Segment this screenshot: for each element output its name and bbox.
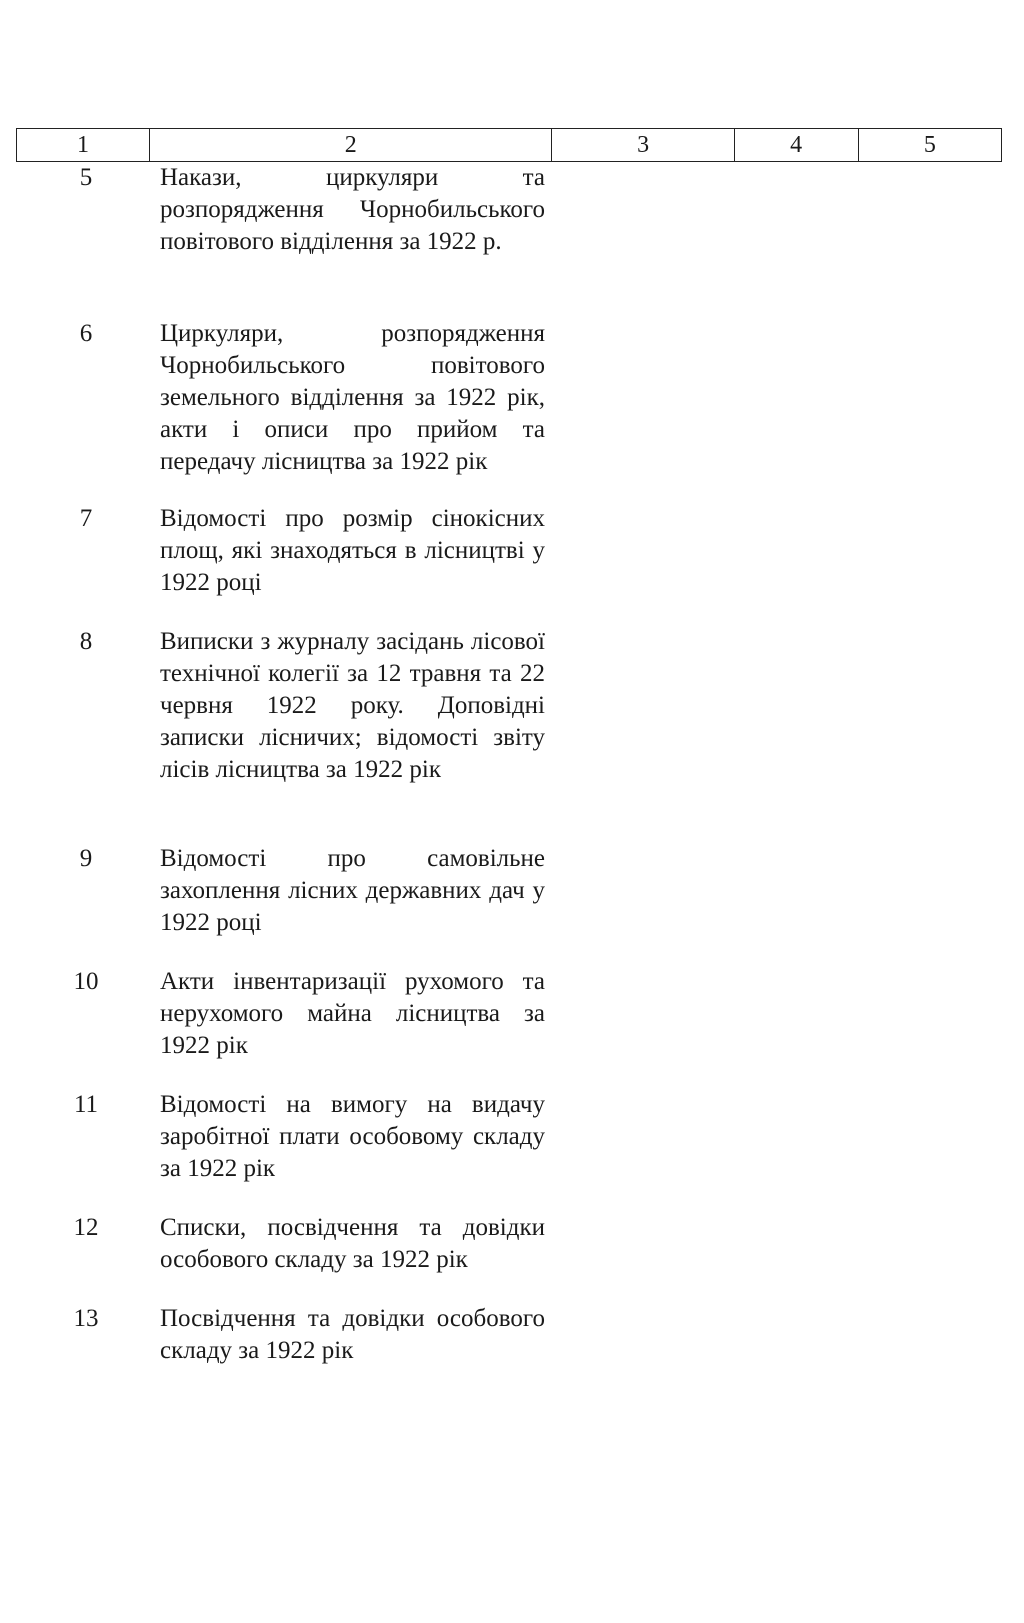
column-header-2: 2 <box>150 129 552 162</box>
column-header-4: 4 <box>734 129 858 162</box>
item-description: Відомості про розмір сінокісних площ, які знаходяться в лісництві у 1922 році <box>160 505 545 596</box>
item-description: Виписки з журналу засідань лісової технічної колегії за 12 травня та 22 червня 1922 року. Доповідні записки лісничих; відомості звіту лісів лісництва за 1922 рік <box>160 628 545 783</box>
item-number: 9 <box>79 845 93 872</box>
item-number: 13 <box>73 1305 99 1332</box>
item-description: Відомості на вимогу на видачу заробітної плати особовому складу за 1922 рік <box>160 1091 545 1182</box>
column-header-1: 1 <box>17 129 150 162</box>
item-description: Посвідчення та довідки особового складу за 1922 рік <box>160 1305 545 1364</box>
item-number: 6 <box>79 320 93 347</box>
item-number: 5 <box>79 164 93 191</box>
column-header-row <box>17 129 1002 162</box>
column-header-3: 3 <box>552 129 734 162</box>
item-number: 10 <box>73 968 99 995</box>
column-header-table <box>16 128 1002 162</box>
item-description: Накази, циркуляри та розпорядження Чорнобильського повітового відділення за 1922 р. <box>160 164 545 255</box>
item-description: Списки, посвідчення та довідки особового складу за 1922 рік <box>160 1214 545 1273</box>
item-number: 7 <box>79 505 93 532</box>
item-number: 11 <box>73 1091 99 1118</box>
column-header-5: 5 <box>858 129 1001 162</box>
item-number: 8 <box>79 628 93 655</box>
item-description: Циркуляри, розпорядження Чорнобильського повітового земельного відділення за 1922 рік, акти і описи про прийом та передачу лісництва за 1922 рік <box>160 320 545 475</box>
item-number: 12 <box>73 1214 99 1241</box>
item-description: Акти інвентаризації рухомого та нерухомого майна лісництва за 1922 рік <box>160 968 545 1059</box>
item-description: Відомості про самовільне захоплення лісних державних дач у 1922 році <box>160 845 545 936</box>
